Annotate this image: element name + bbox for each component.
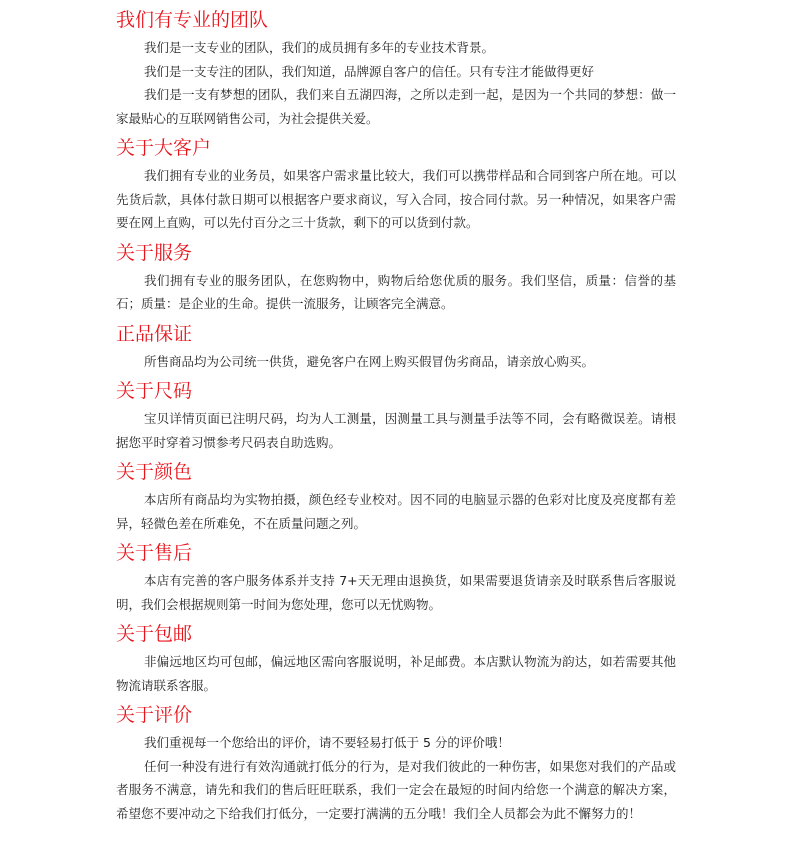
section-title: 关于包邮	[116, 623, 193, 645]
section-service	[116, 239, 676, 316]
section-title: 关于服务	[116, 241, 193, 264]
section-reviews	[116, 701, 676, 825]
paragraph: 本店有完善的客户服务体系并支持 7+天无理由退换货，如果需要退货请亲及时联系售后客服说明，我们会根据规则第一时间为您处理，您可以无忧购物。	[116, 573, 676, 612]
section-title: 关于大客户	[116, 137, 212, 159]
paragraph: 我们是一支专业的团队，我们的成员拥有多年的专业技术背景。	[144, 40, 495, 55]
section-color	[116, 458, 676, 535]
paragraph: 任何一种没有进行有效沟通就打低分的行为，是对我们彼此的一种伤害，如果您对我们的产品或者服务不满意，请先和我们的售后旺旺联系，我们一定会在最短的时间内给您一个满意的解决方案，希望您不要冲动之下给我们打低分，一定要打满满的五分哦！我们全人员都会为此不懈努力的！	[116, 758, 676, 821]
section-team	[116, 6, 676, 130]
paragraph: 我们重视每一个您给出的评价，请不要轻易打低于 5 分的评价哦！	[144, 735, 510, 750]
paragraph: 我们是一支有梦想的团队，我们来自五湖四海，之所以走到一起，是因为一个共同的梦想：做一家最贴心的互联网销售公司，为社会提供关爱。	[116, 87, 676, 126]
section-free-shipping	[116, 620, 676, 697]
section-title: 关于颜色	[116, 461, 193, 483]
section-title: 我们有专业的团队	[116, 9, 269, 31]
paragraph: 本店所有商品均为实物拍摄，颜色经专业校对。因不同的电脑显示器的色彩对比度及亮度都有差异，轻微色差在所难免，不在质量问题之列。	[116, 492, 676, 531]
section-title: 关于评价	[116, 704, 193, 726]
section-title: 关于尺码	[116, 380, 193, 402]
paragraph: 我们拥有专业的服务团队，在您购物中，购物后给您优质的服务。我们坚信，质量：信誉的基石；质量：是企业的生命。提供一流服务，让顾客完全满意。	[116, 272, 676, 311]
section-after-sales	[116, 539, 676, 616]
section-size	[116, 377, 676, 454]
paragraph: 所售商品均为公司统一供货，避免客户在网上购买假冒伪劣商品，请亲放心购买。	[144, 353, 595, 369]
paragraph: 宝贝详情页面已注明尺码，均为人工测量，因测量工具与测量手法等不同，会有略微误差。请根据您平时穿着习惯参考尺码表自助选购。	[116, 411, 676, 450]
paragraph: 我们是一支专注的团队，我们知道，品牌源自客户的信任。只有专注才能做得更好	[144, 63, 595, 79]
section-title: 正品保证	[116, 322, 193, 345]
section-title: 关于售后	[116, 542, 193, 564]
policy-document	[116, 6, 676, 825]
section-big-customer	[116, 134, 676, 235]
paragraph: 非偏远地区均可包邮，偏远地区需向客服说明，补足邮费。本店默认物流为韵达，如若需要其他物流请联系客服。	[116, 654, 676, 693]
section-authentic	[116, 320, 676, 374]
paragraph: 我们拥有专业的业务员，如果客户需求量比较大，我们可以携带样品和合同到客户所在地。可以先货后款，具体付款日期可以根据客户要求商议，写入合同，按合同付款。另一种情况，如果客户需要在网上直购，可以先付百分之三十货款，剩下的可以货到付款。	[116, 168, 676, 230]
